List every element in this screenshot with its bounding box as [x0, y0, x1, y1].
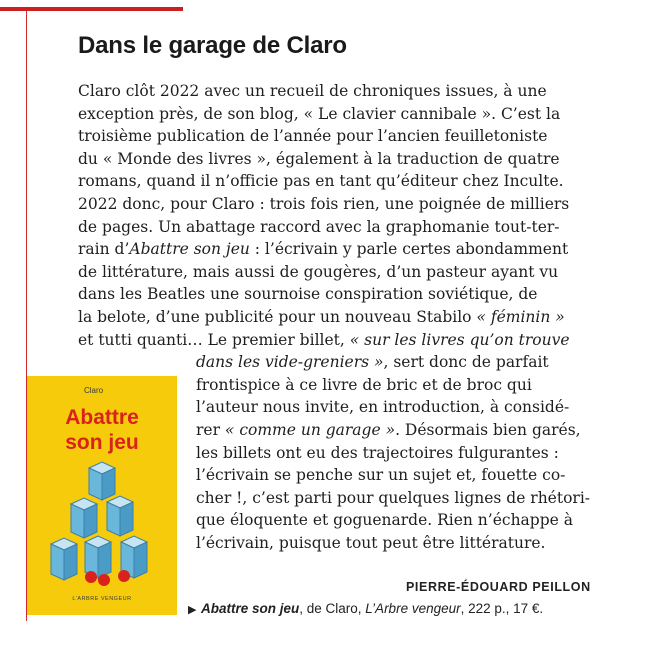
article-line: [78, 261, 590, 284]
arrow-right-icon: ▶: [188, 604, 197, 616]
text-segment: , sert donc de parfait: [383, 353, 549, 372]
cover-author: Claro: [84, 386, 104, 395]
cover-title-line1: Abattre: [65, 406, 139, 429]
article-line: [78, 193, 590, 216]
text-segment: rain d’: [78, 240, 130, 259]
text-segment: romans, quand il n’officie pas en tant qu’éditeur chez Inculte.: [78, 172, 564, 191]
text-segment: : l’écrivain y parle certes abondamment: [249, 240, 569, 259]
article-line: [78, 170, 590, 193]
cover-title-line2: son jeu: [65, 431, 139, 454]
text-segment: rer: [196, 420, 225, 439]
article-line: [78, 329, 590, 352]
article-line: [78, 125, 590, 148]
text-segment: l’auteur nous invite, en introduction, à considé-: [196, 398, 570, 417]
author-signature: PIERRE-ÉDOUARD PEILLON: [406, 580, 591, 594]
book-reference: [188, 601, 543, 616]
article-line: [78, 238, 590, 261]
book-details: , 222 p., 17 €.: [460, 601, 544, 616]
text-segment: et tutti quanti… Le premier billet,: [78, 330, 350, 349]
text-segment: frontispice à ce livre de bric et de broc qui: [196, 375, 532, 394]
italic-segment: « comme un garage »: [224, 420, 396, 439]
article-line: [78, 103, 590, 126]
text-segment: cher !, c’est parti pour quelques lignes de rhétori-: [196, 488, 591, 507]
text-segment: dans les Beatles une sournoise conspiration soviétique, de: [78, 285, 538, 304]
text-segment: de littérature, mais aussi de gougères, d’un pasteur ayant vu: [78, 262, 559, 281]
text-segment: troisième publication de l’année pour l’ancien feuilletoniste: [78, 127, 548, 146]
cover-publisher: L’ARBRE VENGEUR: [72, 596, 132, 602]
cover-title: [27, 405, 177, 455]
text-segment: exception près, de son blog, « Le clavier cannibale ». C’est la: [78, 104, 561, 123]
text-segment: . Désormais bien garés,: [395, 420, 581, 439]
book-cover-image: [27, 376, 177, 615]
article-line: [78, 216, 590, 239]
text-segment: que éloquente et goguenarde. Rien n’échappe à: [196, 511, 573, 530]
italic-segment: « féminin »: [476, 307, 565, 326]
text-segment: du « Monde des livres », également à la traduction de quatre: [78, 149, 560, 168]
text-segment: les billets ont eu des trajectoires fulgurantes :: [196, 443, 559, 462]
italic-segment: « sur les livres qu’on trouve: [349, 330, 570, 349]
article-line: [78, 283, 590, 306]
italic-segment: Abattre son jeu: [129, 240, 250, 259]
article-line: [78, 80, 590, 103]
article-headline: Dans le garage de Claro: [78, 32, 347, 59]
italic-segment: dans les vide-greniers »: [196, 353, 384, 372]
book-author: , de Claro,: [299, 601, 366, 616]
text-segment: Claro clôt 2022 avec un recueil de chroniques issues, à une: [78, 82, 547, 100]
text-segment: 2022 donc, pour Claro : trois fois rien, une poignée de milliers: [78, 194, 570, 213]
book-publisher: L’Arbre vengeur: [365, 601, 461, 616]
text-segment: la belote, d’une publicité pour un nouveau Stabilo: [78, 307, 477, 326]
article-line: [78, 148, 590, 171]
article-line: [78, 351, 590, 374]
article-line: [78, 306, 590, 329]
book-title: Abattre son jeu: [201, 601, 300, 616]
text-segment: de pages. Un abattage raccord avec la graphomanie tout-ter-: [78, 217, 560, 236]
text-segment: l’écrivain, puisque tout peut être littérature.: [196, 533, 546, 552]
text-segment: l’écrivain se penche sur un sujet et, fouette co-: [196, 466, 566, 485]
top-accent-rule: [0, 7, 183, 11]
